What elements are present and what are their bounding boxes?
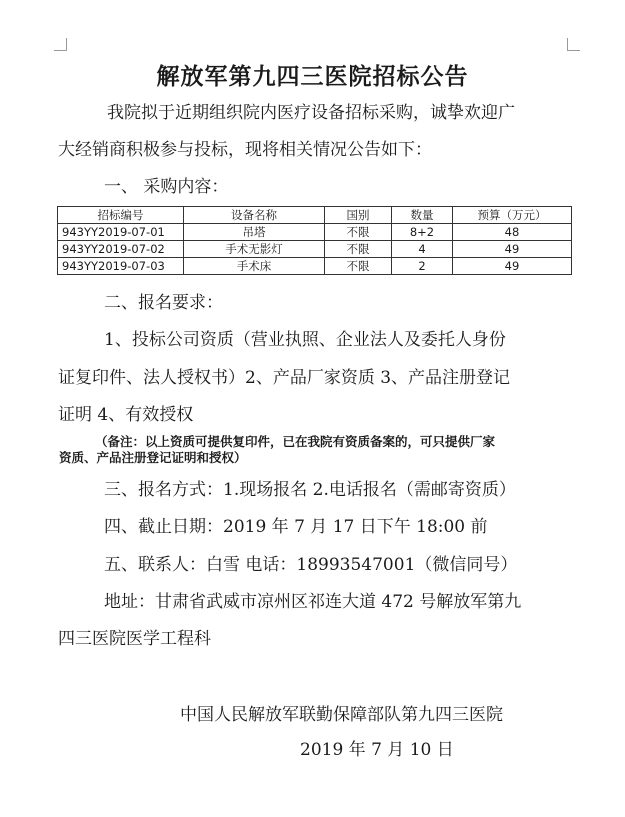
cell-budget: 49 xyxy=(453,241,572,258)
intro-line-1: 我院拟于近期组织院内医疗设备招标采购，诚挚欢迎广 xyxy=(107,103,515,123)
header-cell-country: 国别 xyxy=(325,207,392,224)
cell-quantity: 4 xyxy=(392,241,453,258)
cell-equipment: 吊塔 xyxy=(184,224,325,241)
header-cell-equipment: 设备名称 xyxy=(184,207,325,224)
cell-equipment: 手术床 xyxy=(184,258,325,275)
cell-code: 943YY2019-07-02 xyxy=(58,241,184,258)
section-4-deadline: 四、截止日期：2019 年 7 月 17 日下午 18:00 前 xyxy=(104,517,488,537)
page-title: 解放军第九四三医院招标公告 xyxy=(156,64,469,90)
cell-country: 不限 xyxy=(325,241,392,258)
section-1-heading: 一、 采购内容： xyxy=(104,177,229,197)
section-3-signup-method: 三、报名方式：1.现场报名 2.电话报名（需邮寄资质） xyxy=(104,480,516,500)
address-line-1: 地址：甘肃省武威市凉州区祁连大道 472 号解放军第九 xyxy=(104,592,522,612)
address-line-2: 四三医院医学工程科 xyxy=(58,629,211,649)
header-cell-budget: 预算（万元） xyxy=(453,207,572,224)
requirements-line-3: 证明 4、有效授权 xyxy=(58,405,194,425)
section-5-contact: 五、联系人：白雪 电话：18993547001（微信同号） xyxy=(104,555,518,575)
cell-country: 不限 xyxy=(325,224,392,241)
cell-code: 943YY2019-07-03 xyxy=(58,258,184,275)
signature-date: 2019 年 7 月 10 日 xyxy=(300,740,454,760)
cell-budget: 48 xyxy=(453,224,572,241)
crop-mark-top-left xyxy=(54,38,67,51)
header-cell-code: 招标编号 xyxy=(58,207,184,224)
note-block xyxy=(59,434,575,466)
procurement-table xyxy=(57,206,572,275)
header-cell-quantity: 数量 xyxy=(392,207,453,224)
table-row xyxy=(58,258,572,275)
cell-quantity: 8+2 xyxy=(392,224,453,241)
note-line-2: 资质、产品注册登记证明和授权） xyxy=(59,450,247,465)
cell-budget: 49 xyxy=(453,258,572,275)
note-line-1: （备注：以上资质可提供复印件，已在我院有资质备案的，可只提供厂家 xyxy=(95,434,496,449)
table-row xyxy=(58,224,572,241)
cell-equipment: 手术无影灯 xyxy=(184,241,325,258)
requirements-line-2: 证复印件、法人授权书）2、产品厂家资质 3、产品注册登记 xyxy=(58,368,511,388)
table-header-row xyxy=(58,207,572,224)
section-2-heading: 二、报名要求： xyxy=(104,293,223,313)
cell-code: 943YY2019-07-01 xyxy=(58,224,184,241)
crop-mark-top-right xyxy=(567,38,580,51)
signature-organization: 中国人民解放军联勤保障部队第九四三医院 xyxy=(180,705,503,725)
requirements-line-1: 1、投标公司资质（营业执照、企业法人及委托人身份 xyxy=(104,330,506,350)
cell-quantity: 2 xyxy=(392,258,453,275)
intro-line-2: 大经销商积极参与投标，现将相关情况公告如下： xyxy=(58,140,432,160)
table-row xyxy=(58,241,572,258)
cell-country: 不限 xyxy=(325,258,392,275)
